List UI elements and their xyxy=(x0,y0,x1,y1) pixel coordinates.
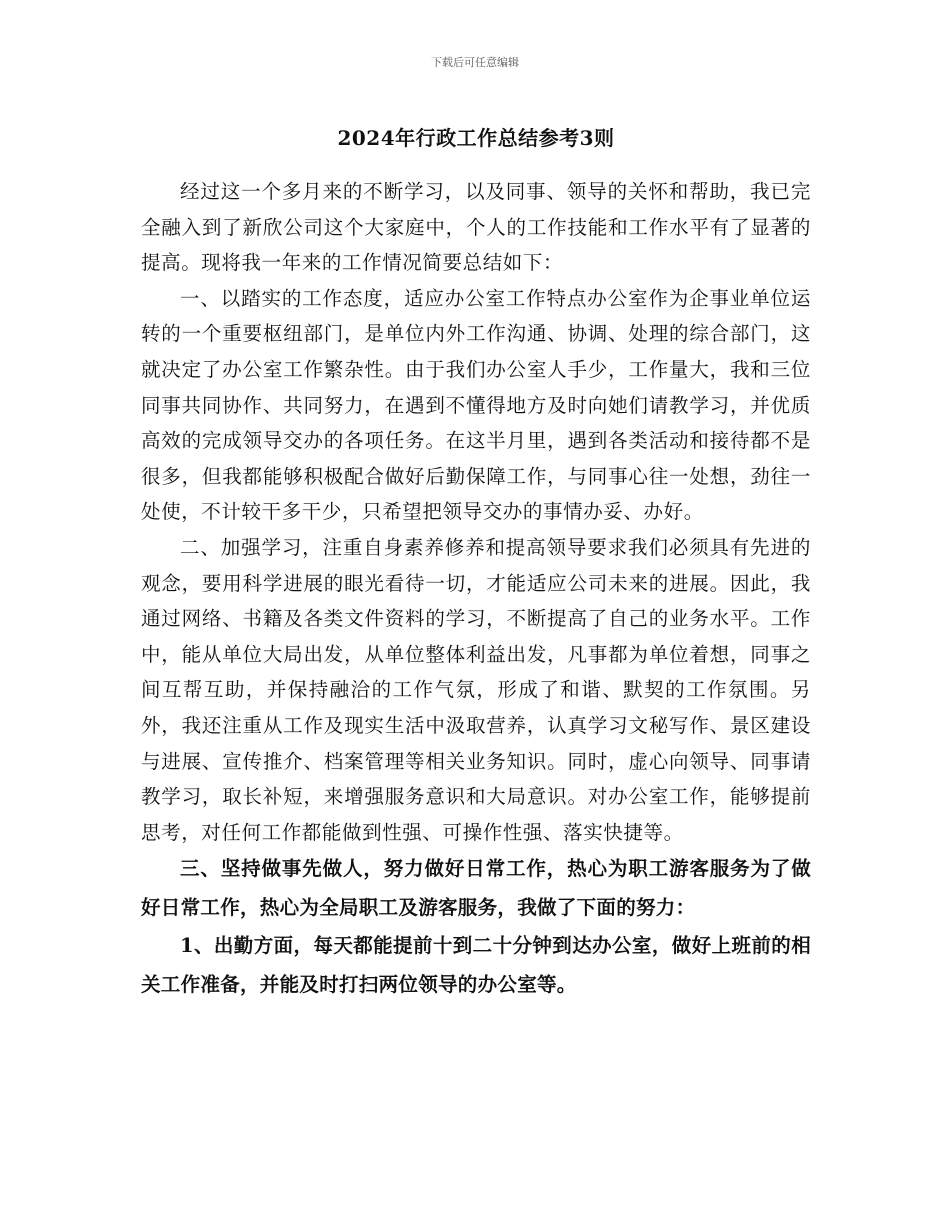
paragraph-intro: 经过这一个多月来的不断学习，以及同事、领导的关怀和帮助，我已完全融入到了新欣公司这个大家庭中，个人的工作技能和工作水平有了显著的提高。现将我一年来的工作情况简要总结如下： xyxy=(141,180,811,275)
document-body xyxy=(141,118,811,1004)
page-header-note: 下载后可任意编辑 xyxy=(431,56,519,69)
paragraph-section-one: 一、以踏实的工作态度，适应办公室工作特点办公室作为企事业单位运转的一个重要枢纽部门，是单位内外工作沟通、协调、处理的综合部门，这就决定了办公室工作繁杂性。由于我们办公室人手少，工作量大，我和三位同事共同协作、共同努力，在遇到不懂得地方及时向她们请教学习，并优质高效的完成领导交办的各项任务。在这半月里，遇到各类活动和接待都不是很多，但我都能够积极配合做好后勤保障工作，与同事心往一处想，劲往一处使，不计较干多干少，只希望把领导交办的事情办妥、办好。 xyxy=(141,286,811,524)
paragraph-section-three: 三、坚持做事先做人，努力做好日常工作，热心为职工游客服务为了做好日常工作，热心为全局职工及游客服务，我做了下面的努力： xyxy=(141,857,811,919)
paragraph-section-two: 二、加强学习，注重自身素养修养和提高领导要求我们必须具有先进的观念，要用科学进展的眼光看待一切，才能适应公司未来的进展。因此，我通过网络、书籍及各类文件资料的学习，不断提高了自己的业务水平。工作中，能从单位大局出发，从单位整体利益出发，凡事都为单位着想，同事之间互帮互助，并保持融洽的工作气氛，形成了和谐、默契的工作氛围。另外，我还注重从工作及现实生活中汲取营养，认真学习文秘写作、景区建设与进展、宣传推介、档案管理等相关业务知识。同时，虚心向领导、同事请教学习，取长补短，来增强服务意识和大局意识。对办公室工作，能够提前思考，对任何工作都能做到性强、可操作性强、落实快捷等。 xyxy=(141,535,811,844)
paragraph-item-attendance: 1、出勤方面，每天都能提前十到二十分钟到达办公室，做好上班前的相关工作准备，并能及时打扫两位领导的办公室等。 xyxy=(141,934,811,996)
document-title: 2024年行政工作总结参考3则 xyxy=(337,126,615,150)
